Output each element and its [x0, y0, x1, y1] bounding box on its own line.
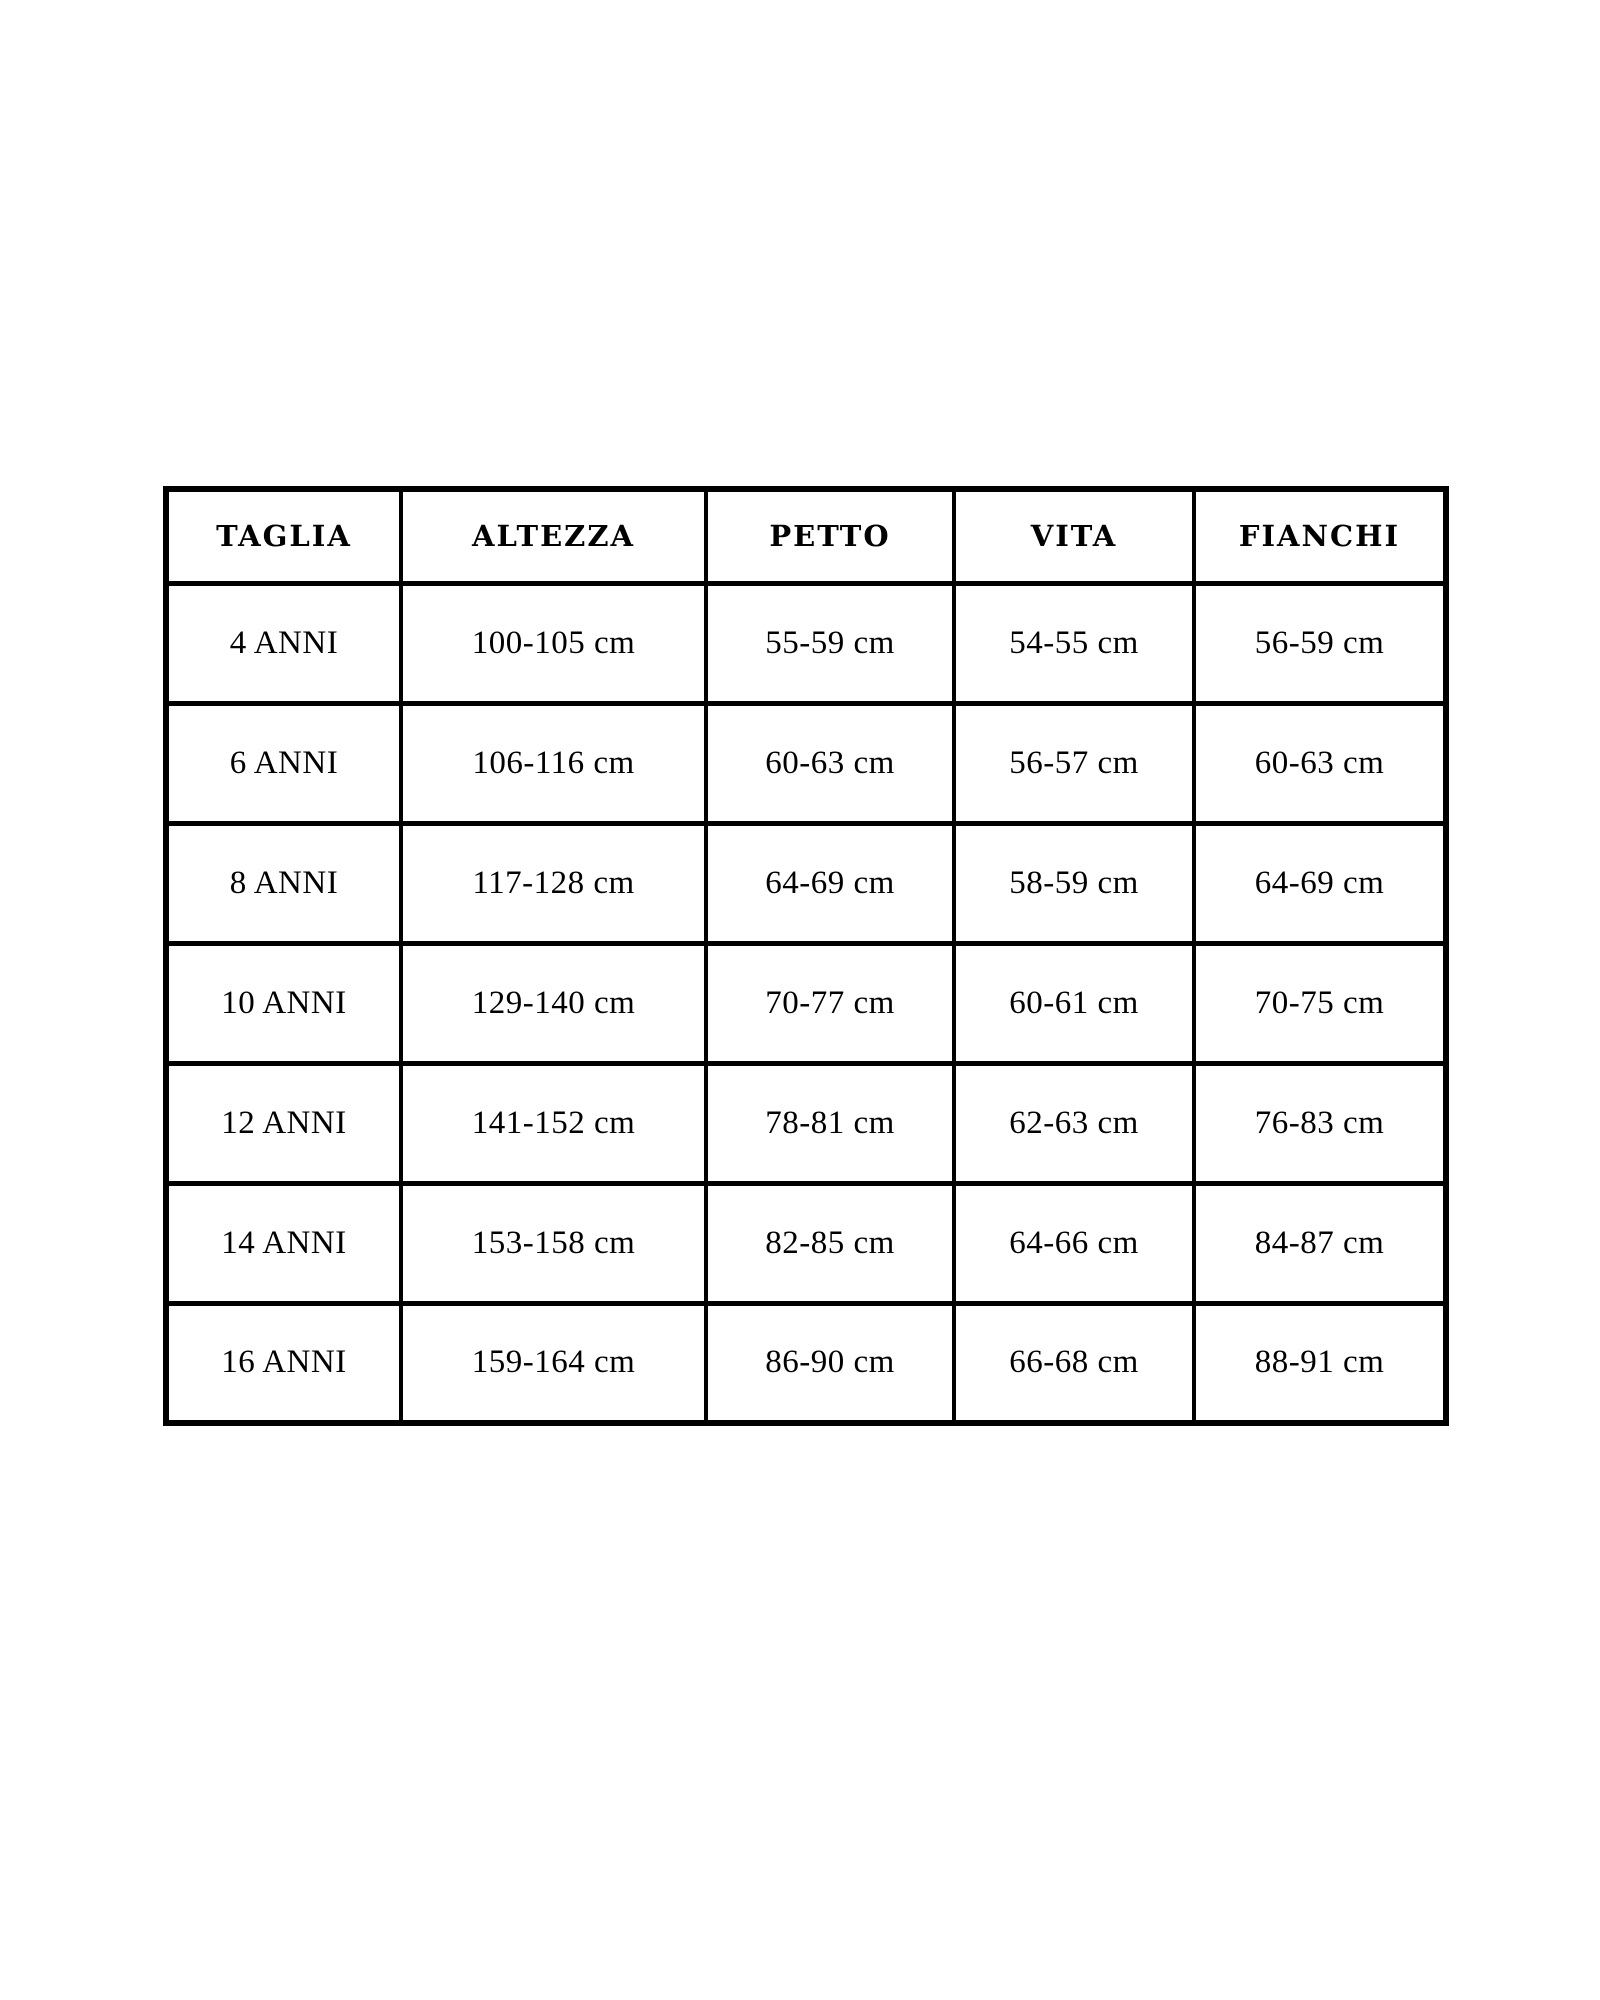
table-row-12-anni — [166, 1063, 1446, 1183]
vita-cell: 56-57 cm — [954, 703, 1194, 823]
table-row-16-anni — [166, 1303, 1446, 1423]
size-label-cell: 8 ANNI — [166, 823, 401, 943]
vita-cell: 66-68 cm — [954, 1303, 1194, 1423]
size-chart-header — [166, 489, 1446, 583]
altezza-cell: 106-116 cm — [401, 703, 706, 823]
size-label-cell: 12 ANNI — [166, 1063, 401, 1183]
column-header-fianchi: FIANCHI — [1194, 489, 1446, 583]
altezza-cell: 141-152 cm — [401, 1063, 706, 1183]
fianchi-cell: 56-59 cm — [1194, 583, 1446, 703]
table-row-8-anni — [166, 823, 1446, 943]
vita-cell: 58-59 cm — [954, 823, 1194, 943]
column-header-petto: PETTO — [706, 489, 954, 583]
altezza-cell: 129-140 cm — [401, 943, 706, 1063]
vita-cell: 60-61 cm — [954, 943, 1194, 1063]
column-header-taglia: TAGLIA — [166, 489, 401, 583]
fianchi-cell: 64-69 cm — [1194, 823, 1446, 943]
altezza-cell: 159-164 cm — [401, 1303, 706, 1423]
size-label-cell: 4 ANNI — [166, 583, 401, 703]
petto-cell: 82-85 cm — [706, 1183, 954, 1303]
altezza-cell: 153-158 cm — [401, 1183, 706, 1303]
fianchi-cell: 88-91 cm — [1194, 1303, 1446, 1423]
size-label-cell: 16 ANNI — [166, 1303, 401, 1423]
fianchi-cell: 84-87 cm — [1194, 1183, 1446, 1303]
size-label-cell: 6 ANNI — [166, 703, 401, 823]
header-row — [166, 489, 1446, 583]
table-row-6-anni — [166, 703, 1446, 823]
altezza-cell: 100-105 cm — [401, 583, 706, 703]
petto-cell: 55-59 cm — [706, 583, 954, 703]
petto-cell: 86-90 cm — [706, 1303, 954, 1423]
fianchi-cell: 60-63 cm — [1194, 703, 1446, 823]
table-row-14-anni — [166, 1183, 1446, 1303]
petto-cell: 70-77 cm — [706, 943, 954, 1063]
petto-cell: 64-69 cm — [706, 823, 954, 943]
fianchi-cell: 76-83 cm — [1194, 1063, 1446, 1183]
petto-cell: 60-63 cm — [706, 703, 954, 823]
altezza-cell: 117-128 cm — [401, 823, 706, 943]
column-header-vita: VITA — [954, 489, 1194, 583]
fianchi-cell: 70-75 cm — [1194, 943, 1446, 1063]
column-header-altezza: ALTEZZA — [401, 489, 706, 583]
size-label-cell: 14 ANNI — [166, 1183, 401, 1303]
vita-cell: 64-66 cm — [954, 1183, 1194, 1303]
size-chart-table — [163, 486, 1449, 1426]
petto-cell: 78-81 cm — [706, 1063, 954, 1183]
size-chart-body — [166, 583, 1446, 1423]
vita-cell: 62-63 cm — [954, 1063, 1194, 1183]
vita-cell: 54-55 cm — [954, 583, 1194, 703]
size-label-cell: 10 ANNI — [166, 943, 401, 1063]
table-row-4-anni — [166, 583, 1446, 703]
table-row-10-anni — [166, 943, 1446, 1063]
